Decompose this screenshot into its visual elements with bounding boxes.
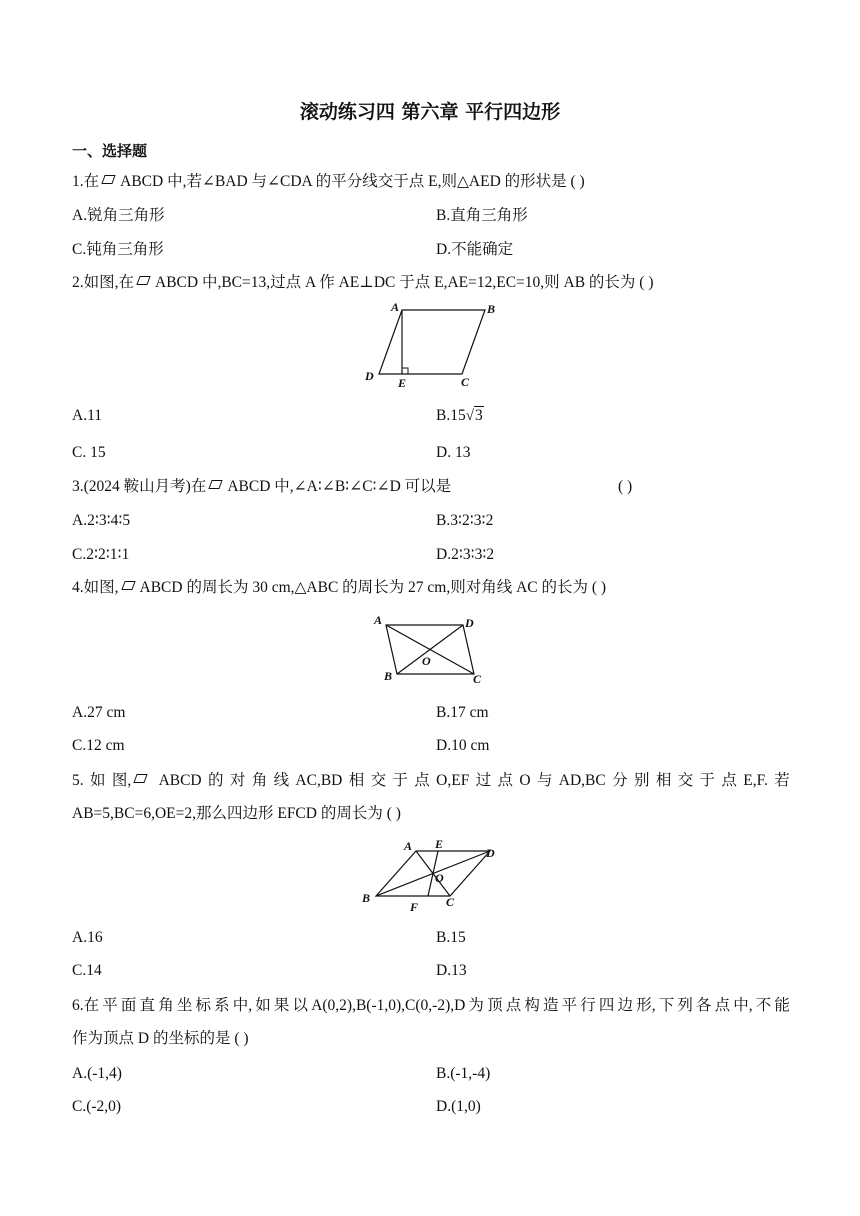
q6-word: 平 <box>561 997 578 1014</box>
q5-word: 角 <box>251 772 268 789</box>
q3-option-b[interactable]: B.3∶2∶3∶2 <box>436 512 494 529</box>
q6-word: 行 <box>580 997 596 1014</box>
question-4-prefix: 4.如图, <box>72 579 119 596</box>
q5-label-c: C <box>446 895 455 909</box>
q5-word-group <box>112 771 152 791</box>
q6-word: 直 <box>139 997 156 1014</box>
question-4-text: ABCD 的周长为 30 cm,△ABC 的周长为 27 cm,则对角线 AC 的长为 ( ) <box>139 579 607 596</box>
q6-word: 点 <box>714 997 731 1014</box>
q2-option-d[interactable]: D. 13 <box>436 444 471 461</box>
q4-label-c: C <box>473 672 482 686</box>
q4-parallelogram-figure <box>360 608 500 692</box>
q4-option-b[interactable]: B.17 cm <box>436 704 489 721</box>
q6-word: 为 <box>468 997 484 1014</box>
q6-word: 标 <box>195 997 211 1014</box>
q6-option-a[interactable]: A.(-1,4) <box>72 1065 122 1082</box>
q6-word: 点 <box>505 997 522 1014</box>
q5-word: E,F. <box>743 772 768 789</box>
q1-option-c[interactable]: C.钝角三角形 <box>72 241 164 258</box>
q5-option-b[interactable]: B.15 <box>436 929 466 946</box>
question-1-prefix: 1.在 <box>72 173 100 190</box>
q6-word: 顶 <box>487 997 503 1014</box>
parallelogram-symbol-icon <box>102 175 116 184</box>
q5-word: 5. <box>72 772 84 789</box>
q5-parallelogram-figure <box>355 832 505 916</box>
q6-word: 造 <box>542 997 559 1014</box>
q5-word: 点 <box>414 772 430 789</box>
q5-label-d: D <box>486 846 495 860</box>
page-title: 滚动练习四 第六章 平行四边形 <box>299 101 561 123</box>
question-2-stem <box>72 273 654 293</box>
q6-word: 不 <box>755 997 772 1014</box>
q5-word: 于 <box>392 772 408 789</box>
question-6-stem-line-2: 作为顶点 D 的坐标的是 ( ) <box>72 1030 249 1047</box>
q4-label-o: O <box>422 654 431 668</box>
q2-option-b[interactable] <box>436 406 484 426</box>
q3-option-d[interactable]: D.2∶3∶3∶2 <box>436 546 495 563</box>
q5-word: 点 <box>721 772 737 789</box>
question-3-prefix: 3.(2024 鞍山月考)在 <box>72 478 207 495</box>
q2-parallelogram-figure <box>355 298 515 392</box>
q2-option-b-text: B.15 <box>436 407 466 424</box>
q2-label-c: C <box>461 375 470 389</box>
q6-word: 坐 <box>176 997 193 1014</box>
q5-word: 点 <box>497 772 514 789</box>
q2-option-a[interactable]: A.11 <box>72 407 102 424</box>
q6-word: 四 <box>598 997 615 1014</box>
q5-word: 过 <box>475 772 492 789</box>
q6-word: 以 <box>292 997 309 1014</box>
q5-word: 的 <box>207 772 224 789</box>
parallelogram-symbol-icon <box>134 774 148 783</box>
q5-word: O <box>519 772 531 789</box>
q5-word: 别 <box>633 772 650 789</box>
q2-label-e: E <box>398 376 407 390</box>
q5-word: 于 <box>699 772 716 789</box>
q5-option-d[interactable]: D.13 <box>436 962 467 979</box>
q6-word: 面 <box>120 997 137 1014</box>
q2-label-d: D <box>365 369 374 383</box>
q6-word: 各 <box>695 997 712 1014</box>
q6-option-c[interactable]: C.(-2,0) <box>72 1098 122 1115</box>
q6-option-b[interactable]: B.(-1,-4) <box>436 1065 491 1082</box>
q6-word: 角 <box>158 997 174 1014</box>
q6-word: 平 <box>102 997 118 1014</box>
question-1-stem <box>72 172 585 192</box>
q6-word: 能 <box>774 997 790 1014</box>
question-2-text: ABCD 中,BC=13,过点 A 作 AE⊥DC 于点 E,AE=12,EC=10,则 AB 的长为 ( ) <box>155 274 654 291</box>
q5-word: 线 <box>273 772 290 789</box>
q6-word: 中, <box>733 997 753 1014</box>
q5-word: 交 <box>677 772 694 789</box>
question-5-stem-line-2: AB=5,BC=6,OE=2,那么四边形 EFCD 的周长为 ( ) <box>72 805 401 822</box>
q5-word: AC,BD <box>295 772 343 789</box>
q3-option-c[interactable]: C.2∶2∶1∶1 <box>72 546 130 563</box>
q2-label-b: B <box>487 302 496 316</box>
q3-option-a[interactable]: A.2∶3∶4∶5 <box>72 512 131 529</box>
q4-label-d: D <box>465 616 474 630</box>
question-3-text: ABCD 中,∠A∶∠B∶∠C∶∠D 可以是 <box>227 478 452 495</box>
q6-word: 系 <box>214 997 230 1014</box>
q2-option-c[interactable]: C. 15 <box>72 444 106 461</box>
q1-option-a[interactable]: A.锐角三角形 <box>72 207 165 224</box>
q5-word: 对 <box>229 772 246 789</box>
q5-word: AD,BC <box>558 772 606 789</box>
q5-word: ABCD <box>158 772 202 789</box>
q6-word: 下 <box>658 997 675 1014</box>
q6-word: 如 <box>255 997 271 1014</box>
q5-option-c[interactable]: C.14 <box>72 962 102 979</box>
question-5-stem-line-1 <box>72 771 790 791</box>
q5-word: 图, <box>111 772 132 789</box>
q5-word: 如 <box>89 772 106 789</box>
q2-option-b-radicand: 3 <box>474 407 483 424</box>
q5-option-a[interactable]: A.16 <box>72 929 103 946</box>
q4-option-a[interactable]: A.27 cm <box>72 704 126 721</box>
q4-option-c[interactable]: C.12 cm <box>72 737 125 754</box>
q4-label-a: A <box>374 613 383 627</box>
q6-word: 果 <box>273 997 290 1014</box>
q4-label-b: B <box>384 669 393 683</box>
q6-word: A(0,2),B(-1,0),C(0,-2),D <box>311 997 466 1014</box>
q6-word: 构 <box>524 997 540 1014</box>
question-6-stem-line-1 <box>72 996 790 1016</box>
q1-option-b[interactable]: B.直角三角形 <box>436 207 528 224</box>
question-2-prefix: 2.如图,在 <box>72 274 135 291</box>
question-1-text: ABCD 中,若∠BAD 与∠CDA 的平分线交于点 E,则△AED 的形状是 ( ) <box>120 173 585 190</box>
question-3-stem <box>72 477 451 497</box>
q6-word: 列 <box>677 997 693 1014</box>
q5-word: 相 <box>655 772 672 789</box>
q5-word: 与 <box>536 772 553 789</box>
q6-option-d[interactable]: D.(1,0) <box>436 1098 481 1115</box>
q5-label-b: B <box>362 891 371 905</box>
q3-answer-paren: ( ) <box>618 478 633 495</box>
q5-label-f: F <box>410 900 419 914</box>
q5-label-e: E <box>435 837 444 851</box>
q6-word: 形, <box>636 997 656 1014</box>
section-heading: 一、选择题 <box>72 142 148 160</box>
q6-word: 边 <box>617 997 634 1014</box>
q4-option-d[interactable]: D.10 cm <box>436 737 490 754</box>
parallelogram-symbol-icon <box>209 480 223 489</box>
q5-word: 相 <box>348 772 365 789</box>
q5-label-a: A <box>404 839 413 853</box>
q5-word: 分 <box>612 772 628 789</box>
parallelogram-symbol-icon <box>136 276 150 285</box>
sqrt-icon: √ <box>465 408 474 424</box>
q2-label-a: A <box>391 300 400 314</box>
question-4-stem <box>72 578 606 598</box>
q5-label-o: O <box>435 871 444 885</box>
q6-word: 中, <box>232 997 253 1014</box>
q5-word: 若 <box>774 772 790 789</box>
q6-word: 6.在 <box>72 997 100 1014</box>
q5-word: O,EF <box>436 772 470 789</box>
q1-option-d[interactable]: D.不能确定 <box>436 241 514 258</box>
q5-word: 交 <box>370 772 387 789</box>
parallelogram-symbol-icon <box>121 581 135 590</box>
